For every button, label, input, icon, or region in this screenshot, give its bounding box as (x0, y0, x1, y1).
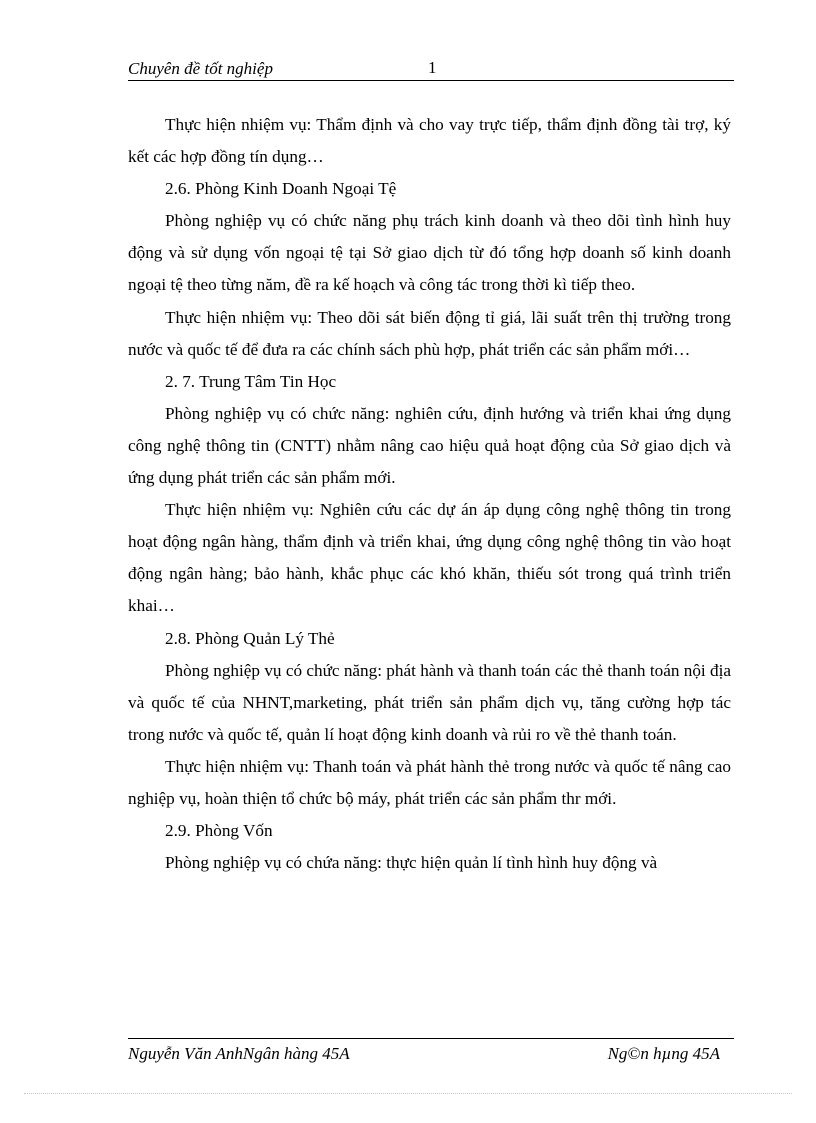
paragraph: Thực hiện nhiệm vụ: Thanh toán và phát hành thẻ trong nước và quốc tế nâng cao nghiệp vụ, hoàn thiện tổ chức bộ máy, phát triển các sản phẩm thr mới. (128, 756, 731, 808)
page-footer (128, 1038, 734, 1066)
paragraph: Phòng nghiệp vụ có chức năng phụ trách kinh doanh và theo dõi tình hình huy động và sử dụng vốn ngoại tệ tại Sở giao dịch từ đó tổng hợp doanh số kinh doanh ngoại tệ theo từng năm, đề ra kế hoạch và công tác trong thời kì tiếp theo. (128, 211, 731, 295)
page-bottom-divider (24, 1093, 792, 1094)
section-heading: 2. 7. Trung Tâm Tin Học (165, 371, 337, 391)
document-body (128, 109, 731, 879)
footer-class: Ng©n hµng 45A (607, 1044, 720, 1063)
page-header (128, 58, 734, 81)
paragraph: Thực hiện nhiệm vụ: Thẩm định và cho vay trực tiếp, thẩm định đồng tài trợ, ký kết các hợp đồng tín dụng… (128, 115, 731, 167)
paragraph: Phòng nghiệp vụ có chức năng: phát hành và thanh toán các thẻ thanh toán nội địa và quốc tế của NHNT,marketing, phát triển sản phẩm dịch vụ, tăng cường hợp tác trong nước và quốc tế, quản lí hoạt động kinh doanh và rủi ro về thẻ thanh toán. (128, 660, 731, 744)
header-title: Chuyên đề tốt nghiệp (128, 59, 273, 78)
footer-author: Nguyễn Văn AnhNgân hàng 45A (128, 1044, 350, 1063)
paragraph: Phòng nghiệp vụ có chức năng: nghiên cứu, định hướng và triển khai ứng dụng công nghệ thông tin (CNTT) nhằm nâng cao hiệu quả hoạt động của Sở giao dịch và ứng dụng phát triển các sản phẩm mới. (128, 403, 731, 488)
paragraph: Thực hiện nhiệm vụ: Nghiên cứu các dự án áp dụng công nghệ thông tin trong hoạt động ngân hàng, thẩm định và triển khai, ứng dụng công nghệ thông tin vào hoạt động ngân hàng; bảo hành, khắc phục các khó khăn, thiếu sót trong quá trình triển khai… (128, 500, 731, 616)
paragraph: Thực hiện nhiệm vụ: Theo dõi sát biến động tỉ giá, lãi suất trên thị trường trong nước và quốc tế để đưa ra các chính sách phù hợp, phát triển các sản phẩm mới… (128, 307, 731, 359)
section-heading: 2.9. Phòng Vốn (165, 821, 273, 841)
paragraph: Phòng nghiệp vụ có chứa năng: thực hiện quản lí tình hình huy động và (165, 853, 658, 873)
section-heading: 2.6. Phòng Kinh Doanh Ngoại Tệ (165, 179, 397, 199)
page-number: 1 (428, 58, 437, 77)
section-heading: 2.8. Phòng Quản Lý Thẻ (165, 628, 335, 648)
